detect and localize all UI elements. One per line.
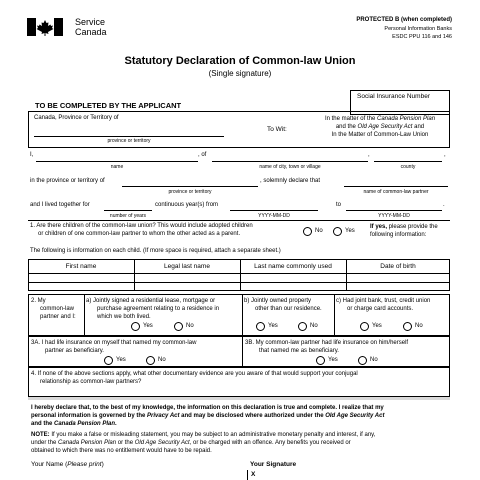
partner-caption: name of common-law partner [363,189,429,195]
q2a-yes-label: Yes [143,323,153,329]
province-caption: province or territory [107,138,151,144]
declaration-privacy-act: Privacy Act [147,413,180,419]
q3b-line2: that named me as beneficiary. [259,348,339,354]
q4-separator-band [28,397,450,400]
q3b-text [245,339,408,355]
matter-text [310,115,450,139]
note-line2c: or the [116,440,135,446]
note-text [31,431,375,455]
department-name-line1: Service [75,17,106,27]
q2a-no-label: No [186,323,194,329]
maple-leaf-icon [27,18,63,36]
child-info-text: The following is information on each child. (If more space is required, attach a separate sheet.) [30,248,281,254]
signature-box-left-border [247,470,248,480]
decl-period: . [443,202,445,208]
name-caption: name [110,164,124,170]
q4-line1: 4. If none of the above sections apply, what other documentary evidence are you aware of that would support your conjugal [31,371,358,377]
info-bank-line2: ESDC PPU 116 and 146 [392,34,452,40]
q2-label [31,297,76,321]
matter-line1: In the matter of the [324,116,377,122]
q3b-no-label: No [370,357,378,363]
decl-solemnly: , solemnly declare that [260,178,321,184]
matter-cpp: Canada Pension Plan [376,116,436,122]
declaration-line2c: and may be disclosed where authorized under the [179,413,326,419]
q2b-no-radio[interactable] [298,322,307,331]
declaration-line3c: . [115,421,117,427]
your-name-label-a: Your Name ( [31,461,68,468]
q2b-yes-label: Yes [268,323,278,329]
q3b-yes-radio[interactable] [316,356,325,365]
note-line3: obtained to which there was no entitlement would have to be repaid. [31,448,212,454]
q3b-no-radio[interactable] [358,356,367,365]
q3b-line1: 3B. My common-law partner had life insurance on him/herself [245,340,409,346]
q2c-text [336,297,430,313]
q2b-line1: b) Jointly owned property [244,298,312,304]
q3a-no-radio[interactable] [146,356,155,365]
province2-caption: province or territory [168,189,212,195]
province-input-line[interactable] [34,136,224,137]
note-line2e: , or be charged with an offence. Any benefits you received or [189,440,351,446]
q1-yes-radio[interactable] [333,227,342,236]
your-name-input[interactable] [31,470,231,480]
q3a-yes-label: Yes [116,357,126,363]
q2-label-c: partner and I: [40,314,76,320]
q2b-yes-radio[interactable] [256,322,265,331]
signature-input[interactable] [258,470,448,480]
q1-no-label: No [315,228,323,234]
q3a-yes-radio[interactable] [104,356,113,365]
q2a-text [86,297,219,321]
decl-comma2: , [444,152,446,158]
your-signature-label: Your Signature [250,461,297,468]
decl-of: , of [198,152,207,158]
q2c-yes-label: Yes [372,323,382,329]
decl-province-text: in the province or territory of [30,178,105,184]
q2a-no-radio[interactable] [174,322,183,331]
protected-label: PROTECTED B (when completed) [356,17,452,23]
note-line2a: under the [31,440,59,446]
child-table-cell[interactable] [241,274,345,282]
declaration-statement [31,404,384,428]
child-table-cell[interactable] [347,274,449,282]
declaration-cpp: Canada Pension Plan [54,421,116,427]
decl-comma1: , [368,152,370,158]
q1-no-radio[interactable] [303,227,312,236]
your-name-label [31,461,104,468]
decl-i: I, [30,152,34,158]
to-wit-label: To Wit: [267,126,287,133]
q2c-yes-radio[interactable] [360,322,369,331]
q4-text [31,370,358,386]
note-line1: If you make a false or misleading statement, you may be subject to an administrative monetary penalty and interest, if any, [49,432,376,438]
declaration-oas: Old Age Security Act [325,413,385,419]
date-to-input-line[interactable] [346,210,442,211]
q4-line2: relationship as common-law partners? [40,379,142,385]
q2b-line2: other than our residence. [255,306,322,312]
city-input-line[interactable] [212,161,368,162]
matter-line2b: and [412,124,425,130]
canada-flag-logo [27,18,63,36]
q3-divider [242,336,243,367]
note-bold: NOTE: [31,432,50,438]
q2c-line2: or charge card accounts. [347,306,414,312]
child-table-cell[interactable] [135,274,239,282]
q2b-text [244,297,322,313]
county-input-line[interactable] [374,161,442,162]
q2c-no-label: No [415,323,423,329]
name-input-line[interactable] [36,161,198,162]
q2a-line1: a) Jointly signed a residential lease, mortgage or [86,298,216,304]
info-bank-line1: Personal Information Banks [384,26,452,32]
your-name-label-c: ) [101,461,104,468]
q2c-line1: c) Had joint bank, trust, credit union [336,298,431,304]
date-from-input-line[interactable] [230,210,318,211]
q2a-line3: which we both lived. [97,314,151,320]
note-cpp: Canada Pension Plan [58,440,117,446]
declaration-line1: I hereby declare that, to the best of my knowledge, the information on this declaration is true and complete. I realize that my [31,405,384,411]
decl-continuous: continuous year(s) from [155,202,219,208]
q2-divider-label [84,294,85,336]
sin-label: Social Insurance Number [357,93,430,100]
q1-yes-label: Yes [345,228,355,234]
child-table-header-date-of-birth: Date of birth [380,263,416,270]
q1-text-line1: 1. Are there children of the common-law union? This would include adopted children [30,223,253,229]
department-name-line2: Canada [75,27,107,37]
county-caption: county [400,164,416,170]
your-name-label-italic: Please print [67,461,102,468]
q1-if-yes-bold: If yes, [370,224,388,230]
child-table-row-divider [28,282,450,283]
q2-divider-ab [242,294,243,336]
province2-input-line[interactable] [122,186,258,187]
partner-input-line[interactable] [344,186,448,187]
child-table-cell[interactable] [29,274,133,282]
q1-text-line2: or children of one common-law partner to whom the other acted as a parent. [38,231,241,237]
q2a-yes-radio[interactable] [131,322,140,331]
matter-line3: In the Matter of Common-Law Union [331,132,429,138]
q1-if-yes-rest: please provide the [387,224,438,230]
date-from-caption: YYYY-MM-DD [258,213,290,219]
q3a-line2: partner as beneficiary. [45,348,104,354]
q2a-line2: purchase agreement relating to a residence in [97,306,220,312]
years-input-line[interactable] [104,210,152,211]
q1-if-yes [370,223,438,239]
city-caption: name of city, town or village [259,164,321,170]
form-subtitle: (Single signature) [208,69,272,78]
child-table-header-last-name-used: Last name commonly used [254,263,332,270]
q1-if-yes-line2: following information: [370,232,427,238]
q2b-no-label: No [310,323,318,329]
child-table-header-first-name: First name [65,263,97,270]
signature-x-mark: X [251,471,256,478]
declaration-line2a: personal information is governed by the [31,413,148,419]
q2-divider-bc [334,294,335,336]
matter-oas: Old Age Security Act [357,124,413,130]
note-oas: Old Age Security Act [134,440,190,446]
q2-label-a: 2. My [31,298,46,304]
years-caption: number of years [109,213,147,219]
q3b-yes-label: Yes [328,357,338,363]
matter-line2: and the [335,124,358,130]
declaration-line3a: and the [31,421,55,427]
decl-lived: and I lived together for [30,202,90,208]
form-title: Statutory Declaration of Common-law Union [124,55,356,67]
q2c-no-radio[interactable] [403,322,412,331]
q3a-no-label: No [158,357,166,363]
child-table-header-legal-last-name: Legal last name [164,263,210,270]
q3a-line1: 3A. I had life insurance on myself that named my common-law [31,340,197,346]
q1-top-border [28,220,450,221]
province-line-label: Canada, Province or Territory of [34,115,119,121]
applicant-section-header: TO BE COMPLETED BY THE APPLICANT [35,101,182,110]
date-to-caption: YYYY-MM-DD [378,213,410,219]
decl-to: to [336,202,342,208]
q2-label-b: common-law [40,306,75,312]
q3a-text [31,339,196,355]
